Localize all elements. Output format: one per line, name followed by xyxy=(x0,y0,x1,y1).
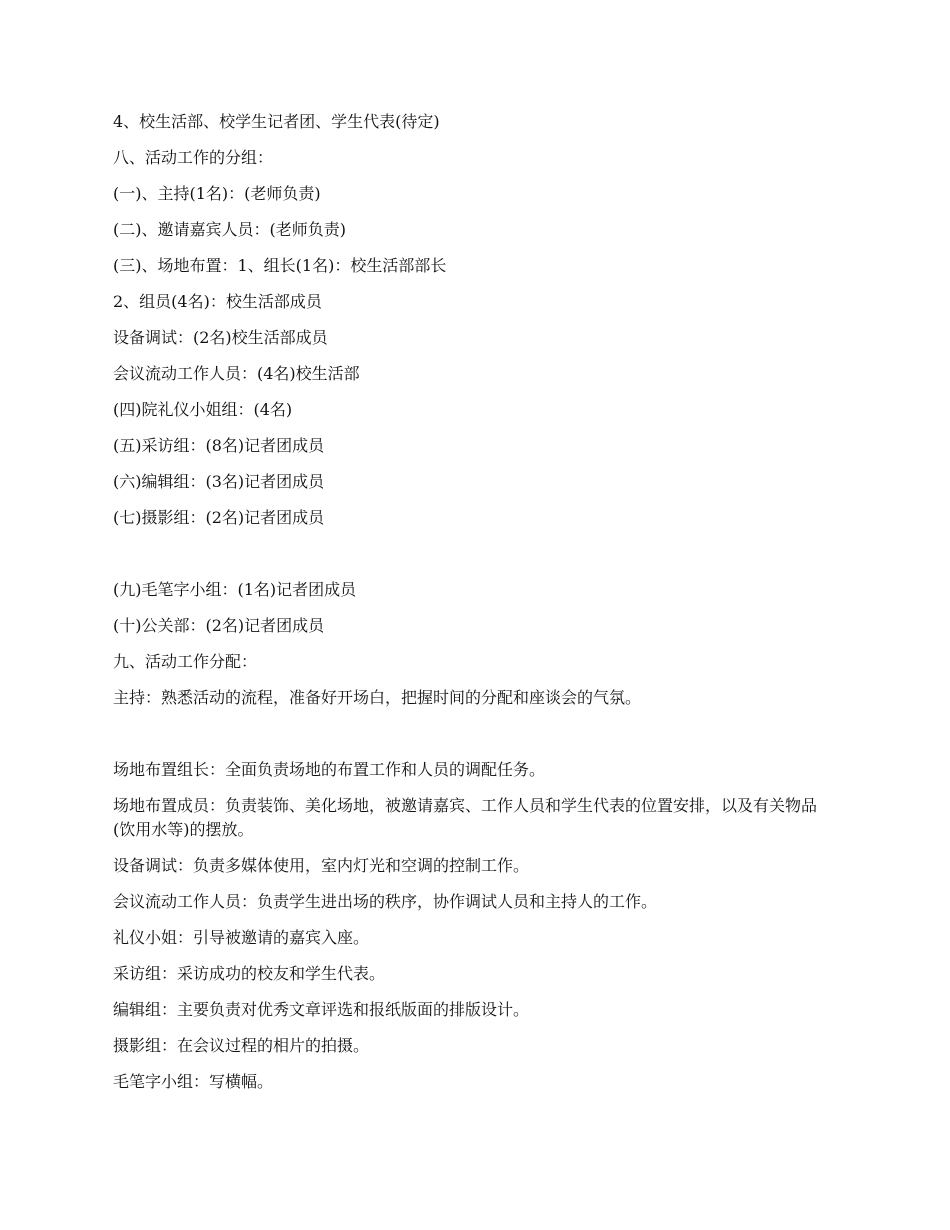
section-heading: 九、活动工作分配： xyxy=(113,652,258,671)
text-line: 设备调试：(2名)校生活部成员 xyxy=(113,328,328,347)
text-line: (十)公关部：(2名)记者团成员 xyxy=(113,616,325,635)
text-line: 会议流动工作人员：(4名)校生活部 xyxy=(113,364,360,383)
text-line: (四)院礼仪小姐组：(4名) xyxy=(113,400,293,419)
text-line: 礼仪小姐：引导被邀请的嘉宾入座。 xyxy=(113,928,370,947)
text-line: (九)毛笔字小组：(1名)记者团成员 xyxy=(113,580,357,599)
text-line: 主持：熟悉活动的流程，准备好开场白，把握时间的分配和座谈会的气氛。 xyxy=(113,688,642,707)
text-line: 设备调试：负责多媒体使用，室内灯光和空调的控制工作。 xyxy=(113,856,530,875)
blank-line xyxy=(113,722,833,746)
document-body xyxy=(113,110,833,1106)
text-line: 采访组：采访成功的校友和学生代表。 xyxy=(113,964,386,983)
text-line: (六)编辑组：(3名)记者团成员 xyxy=(113,472,325,491)
text-line: 摄影组：在会议过程的相片的拍摄。 xyxy=(113,1036,370,1055)
text-line: (一)、主持(1名)：(老师负责) xyxy=(113,184,321,203)
text-line: 会议流动工作人员：负责学生进出场的秩序，协作调试人员和主持人的工作。 xyxy=(113,892,658,911)
text-paragraph: 场地布置成员：负责装饰、美化场地，被邀请嘉宾、工作人员和学生代表的位置安排，以及有关物品(饮用水等)的摆放。 xyxy=(113,796,818,839)
text-line: 毛笔字小组：写横幅。 xyxy=(113,1072,274,1091)
text-line: (三)、场地布置：1、组长(1名)：校生活部部长 xyxy=(113,256,447,275)
blank-line xyxy=(113,542,833,566)
text-line: (二)、邀请嘉宾人员：(老师负责) xyxy=(113,220,346,239)
text-line: (七)摄影组：(2名)记者团成员 xyxy=(113,508,325,527)
text-line: 场地布置组长：全面负责场地的布置工作和人员的调配任务。 xyxy=(113,760,546,779)
text-line: 4、校生活部、校学生记者团、学生代表(待定) xyxy=(113,112,440,131)
section-heading: 八、活动工作的分组： xyxy=(113,148,274,167)
text-line: (五)采访组：(8名)记者团成员 xyxy=(113,436,325,455)
text-line: 2、组员(4名)：校生活部成员 xyxy=(113,292,322,311)
text-line: 编辑组：主要负责对优秀文章评选和报纸版面的排版设计。 xyxy=(113,1000,530,1019)
